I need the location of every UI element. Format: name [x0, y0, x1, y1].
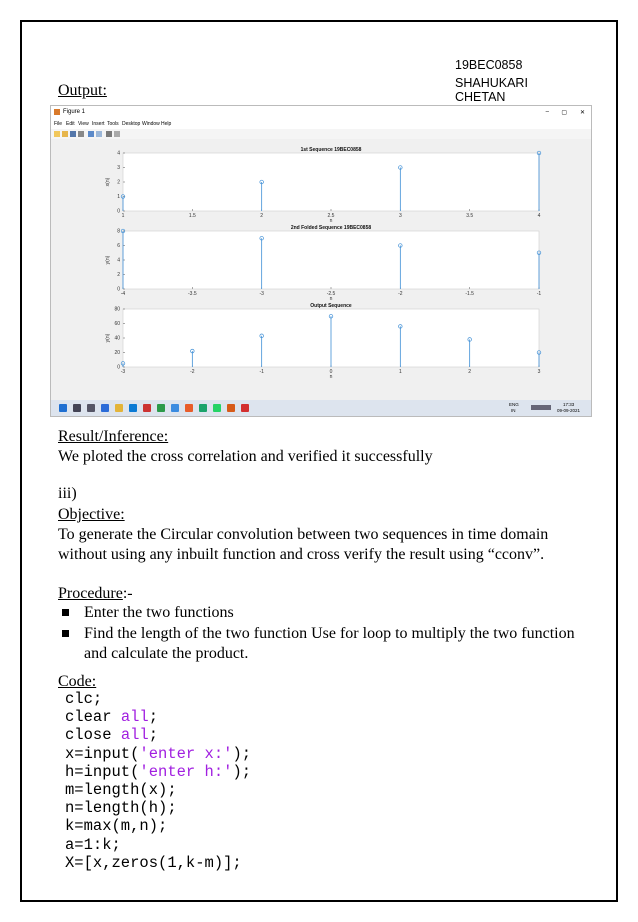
y-axis-label: y(n)	[105, 255, 111, 265]
search-icon[interactable]	[73, 404, 81, 412]
plot-title: Output Sequence	[310, 303, 352, 309]
code-token: x=input(	[65, 744, 140, 763]
code-token: close	[65, 726, 121, 745]
bullet-square-icon	[62, 609, 69, 616]
x-tick-label: 3	[537, 369, 541, 375]
y-tick-label: 4	[117, 257, 120, 264]
y-tick-label: 6	[117, 243, 120, 250]
x-tick-label: -3	[120, 369, 126, 375]
code-line	[65, 745, 251, 763]
x-tick-label: 3.5	[466, 213, 474, 219]
menu-file[interactable]: File	[54, 121, 63, 127]
region-indicator: IN	[511, 408, 516, 413]
code-line	[65, 836, 251, 854]
app-icon-3[interactable]	[171, 404, 179, 412]
code-token: h=input(	[65, 762, 140, 781]
y-tick-label: 4	[117, 150, 120, 157]
y-tick-label: 0	[117, 286, 120, 293]
code-token: n=length(h);	[65, 799, 177, 818]
code-line	[65, 781, 251, 799]
axes-box	[123, 153, 539, 211]
code-token: ;	[148, 726, 159, 745]
result-text: We ploted the cross correlation and verified it successfully	[58, 448, 433, 465]
mail-icon[interactable]	[101, 404, 109, 412]
menu-edit[interactable]: Edit	[66, 121, 75, 127]
result-heading: Result/Inference:	[58, 428, 169, 445]
x-tick-label: -4	[120, 291, 126, 297]
x-tick-label: -2	[190, 369, 195, 375]
code-line	[65, 854, 251, 872]
whatsapp-icon[interactable]	[213, 404, 221, 412]
code-heading: Code:	[58, 673, 97, 690]
output-heading: Output:	[58, 82, 107, 99]
x-tick-label: 4	[537, 213, 541, 219]
app-icon-5[interactable]	[199, 404, 207, 412]
y-axis-label: x(n)	[105, 177, 111, 187]
open-file-icon[interactable]	[62, 131, 68, 137]
menu-desktop[interactable]: Desktop	[122, 121, 141, 127]
x-tick-label: -1.5	[465, 291, 474, 297]
procedure-heading-suffix: :-	[122, 585, 133, 602]
code-token: all	[120, 708, 149, 727]
print-icon[interactable]	[78, 131, 84, 137]
task-view-icon[interactable]	[87, 404, 95, 412]
x-tick-label: -3.5	[188, 291, 197, 297]
menu-window[interactable]: Window	[142, 121, 160, 127]
procedure-item-2: Find the length of the two function Use for loop to multiply the two function	[84, 625, 575, 642]
plot-title: 2nd Folded Sequence 19BEC0858	[290, 225, 372, 231]
app-icon-2[interactable]	[157, 404, 165, 412]
link-plot-icon[interactable]	[88, 131, 94, 137]
student-name: SHAHUKARI CHETAN	[455, 76, 528, 104]
app-icon-1[interactable]	[143, 404, 151, 412]
language-indicator[interactable]: ENG	[509, 402, 519, 407]
x-axis-label: n	[329, 218, 333, 224]
menu-help[interactable]: Help	[161, 121, 172, 127]
x-tick-label: 2	[260, 213, 264, 219]
objective-heading: Objective:	[58, 506, 125, 523]
code-token: all	[120, 726, 149, 745]
plots-svg	[51, 139, 591, 401]
clock-time[interactable]: 17:33	[563, 402, 575, 407]
procedure-heading	[58, 585, 133, 603]
code-token: clc;	[65, 690, 103, 708]
menu-insert[interactable]: Insert	[92, 121, 105, 127]
menu-tools[interactable]: Tools	[107, 121, 119, 127]
matlab-figure-screenshot	[50, 105, 592, 417]
code-token: X=[x,zeros(1,k-m)];	[65, 853, 242, 872]
section-number: iii)	[58, 485, 77, 502]
code-block	[65, 690, 251, 872]
save-icon[interactable]	[70, 131, 76, 137]
figure-menubar	[51, 120, 591, 129]
x-tick-label: -1	[536, 291, 542, 297]
code-token: a=1:k;	[65, 835, 121, 854]
maximize-button[interactable]: ▢	[561, 110, 567, 116]
code-line	[65, 708, 251, 726]
x-tick-label: 1.5	[188, 213, 196, 219]
y-tick-label: 0	[117, 364, 120, 371]
code-token: k=max(m,n);	[65, 817, 168, 836]
edit-plot-icon[interactable]	[106, 131, 112, 137]
y-tick-label: 3	[117, 165, 120, 172]
x-tick-label: 1	[121, 213, 125, 219]
code-line	[65, 726, 251, 744]
y-tick-label: 8	[117, 228, 120, 235]
x-tick-label: 3	[398, 213, 402, 219]
code-line	[65, 690, 251, 708]
matlab-taskbar-icon[interactable]	[227, 404, 235, 412]
objective-line-1: To generate the Circular convolution between two sequences in time domain	[58, 526, 549, 543]
x-axis-label: n	[329, 296, 333, 302]
x-tick-label: -2.5	[326, 291, 336, 297]
edge-icon[interactable]	[129, 404, 137, 412]
app-icon-4[interactable]	[185, 404, 193, 412]
x-axis-label: n	[329, 374, 333, 380]
minimize-button[interactable]: –	[545, 109, 549, 115]
procedure-item-2-continued: and calculate the product.	[84, 645, 249, 662]
code-line	[65, 763, 251, 781]
x-tick-label: 2	[468, 369, 472, 375]
x-tick-label: 2.5	[327, 213, 335, 219]
x-tick-label: 1	[398, 369, 402, 375]
property-inspector-icon[interactable]	[114, 131, 120, 137]
y-axis-label: y(n)	[105, 333, 111, 343]
procedure-heading-word: Procedure	[58, 585, 123, 602]
code-line	[65, 817, 251, 835]
pdf-icon[interactable]	[241, 404, 249, 412]
code-token: ;	[148, 708, 159, 727]
clock-date: 09-09-2021	[557, 408, 581, 413]
close-button[interactable]: ✕	[579, 110, 585, 116]
roll-number: 19BEC0858	[455, 58, 523, 72]
menu-view[interactable]: View	[78, 121, 89, 127]
x-tick-label: -3	[259, 291, 264, 297]
system-tray-icons[interactable]	[531, 405, 551, 410]
y-tick-label: 0	[117, 208, 120, 215]
windows-taskbar	[51, 400, 591, 416]
x-tick-label: -1	[259, 369, 264, 375]
code-token: );	[232, 744, 252, 763]
y-tick-label: 1	[117, 194, 120, 201]
matlab-logo-icon	[54, 109, 60, 115]
procedure-item-1: Enter the two functions	[84, 604, 234, 621]
y-tick-label: 80	[114, 306, 120, 313]
code-token: );	[232, 762, 252, 781]
insert-colorbar-icon[interactable]	[96, 131, 102, 137]
y-tick-label: 60	[114, 321, 120, 328]
figure-title: Figure 1	[63, 109, 86, 115]
file-explorer-icon[interactable]	[115, 404, 123, 412]
code-token: clear	[65, 708, 121, 727]
y-tick-label: 2	[117, 272, 120, 279]
axes-box	[123, 231, 539, 289]
objective-line-2: without using any inbuilt function and cross verify the result using “cconv”.	[58, 546, 545, 563]
y-tick-label: 2	[117, 179, 120, 186]
plot-title: 1st Sequence 19BEC0858	[300, 147, 362, 153]
figure-titlebar	[51, 106, 591, 120]
code-token: 'enter h:'	[139, 762, 233, 781]
x-tick-label: 0	[329, 369, 333, 375]
bullet-square-icon	[62, 630, 69, 637]
y-tick-label: 20	[114, 350, 120, 357]
start-icon[interactable]	[59, 404, 67, 412]
code-token: m=length(x);	[65, 781, 177, 800]
x-tick-label: -2	[398, 291, 403, 297]
new-figure-icon[interactable]	[54, 131, 60, 137]
code-line	[65, 799, 251, 817]
code-token: 'enter x:'	[139, 744, 233, 763]
plot-area	[51, 139, 591, 401]
y-tick-label: 40	[114, 335, 120, 342]
